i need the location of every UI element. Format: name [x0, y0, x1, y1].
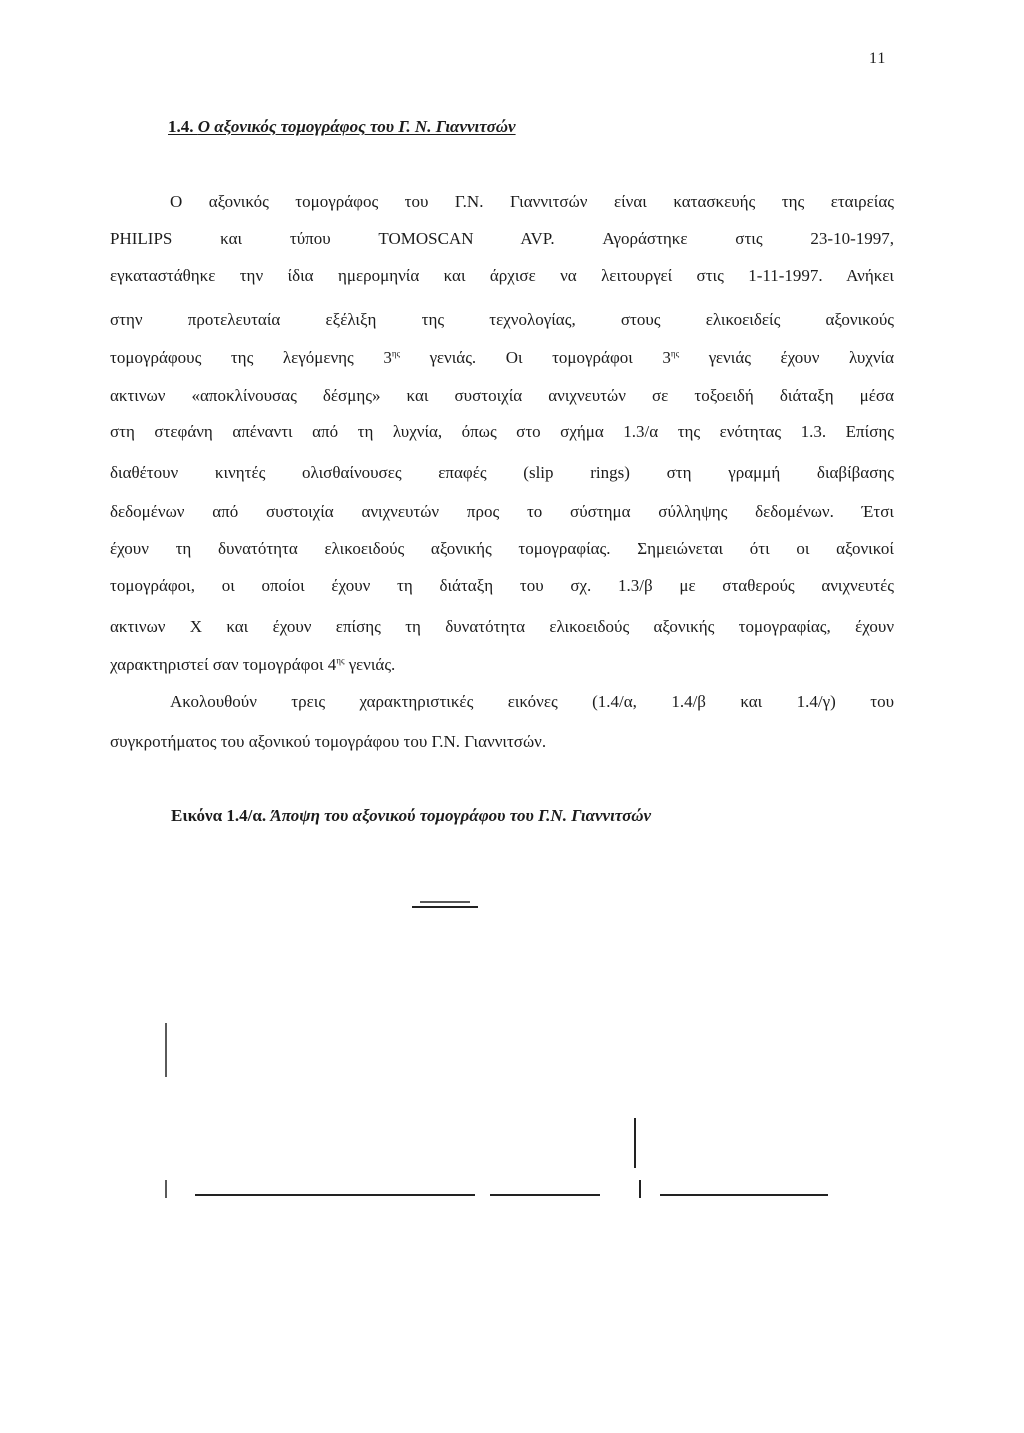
paragraph-line: ακτινων «αποκλίνουσας δέσμης» και συστοιχία ανιχνευτών σε τοξοειδή διάταξη μέσα	[110, 386, 894, 405]
ordinal-suffix: ης	[336, 655, 345, 666]
ordinal-suffix: ης	[670, 348, 680, 359]
figure-image	[0, 880, 1024, 1340]
section-heading	[168, 117, 516, 137]
paragraph-line: ακτινων Χ και έχουν επίσης τη δυνατότητα ελικοειδούς αξονικής τομογραφίας, έχουν	[110, 617, 894, 636]
paragraph-line: PHILIPS και τύπου TOMOSCAN AVP. Αγοράστηκε στις 23-10-1997,	[110, 229, 894, 248]
paragraph-line: Ακολουθούν τρεις χαρακτηριστικές εικόνες (1.4/α, 1.4/β και 1.4/γ) του	[170, 692, 894, 711]
text-run: γενιάς.	[344, 655, 396, 674]
section-number: 1.4.	[168, 117, 194, 136]
paragraph-line: Ο αξονικός τομογράφος του Γ.Ν. Γιαννιτσών είναι κατασκευής της εταιρείας	[170, 192, 894, 211]
ordinal-suffix: ης	[391, 348, 401, 359]
figure-line-art	[0, 880, 1024, 1340]
text-run: γενιάς έχουν λυχνία	[679, 348, 895, 367]
paragraph-line: τομογράφοι, οι οποίοι έχουν τη διάταξη του σχ. 1.3/β με σταθερούς ανιχνευτές	[110, 576, 894, 595]
text-run: τομογράφους της λεγόμενης 3	[110, 348, 392, 367]
text-run: χαρακτηριστεί σαν τομογράφοι 4	[110, 655, 337, 674]
text-run: γενιάς. Οι τομογράφοι 3	[400, 348, 671, 367]
paragraph-line: συγκροτήματος του αξονικού τομογράφου του Γ.Ν. Γιαννιτσών.	[110, 732, 547, 751]
figure-caption	[171, 806, 651, 826]
paragraph-line: εγκαταστάθηκε την ίδια ημερομηνία και άρχισε να λειτουργεί στις 1-11-1997. Ανήκει	[110, 266, 894, 285]
page-number: 11	[869, 50, 887, 67]
paragraph-line	[110, 347, 894, 369]
paragraph-line: δεδομένων από συστοιχία ανιχνευτών προς το σύστημα σύλληψης δεδομένων. Έτσι	[110, 502, 894, 521]
section-title: Ο αξονικός τομογράφος του Γ. Ν. Γιαννιτσών	[197, 117, 516, 136]
figure-label: Εικόνα 1.4/α.	[171, 806, 267, 825]
paragraph-line: έχουν τη δυνατότητα ελικοειδούς αξονικής τομογραφίας. Σημειώνεται ότι οι αξονικοί	[110, 539, 894, 558]
paragraph-line: διαθέτουν κινητές ολισθαίνουσες επαφές (slip rings) στη γραμμή διαβίβασης	[110, 463, 894, 482]
paragraph-line	[110, 654, 894, 676]
paragraph-line: στη στεφάνη απέναντι από τη λυχνία, όπως στο σχήμα 1.3/α της ενότητας 1.3. Επίσης	[110, 422, 894, 441]
figure-title: Άποψη του αξονικού τομογράφου του Γ.Ν. Γιαννιτσών	[270, 806, 652, 825]
paragraph-line: στην προτελευταία εξέλιξη της τεχνολογίας, στους ελικοειδείς αξονικούς	[110, 310, 894, 329]
